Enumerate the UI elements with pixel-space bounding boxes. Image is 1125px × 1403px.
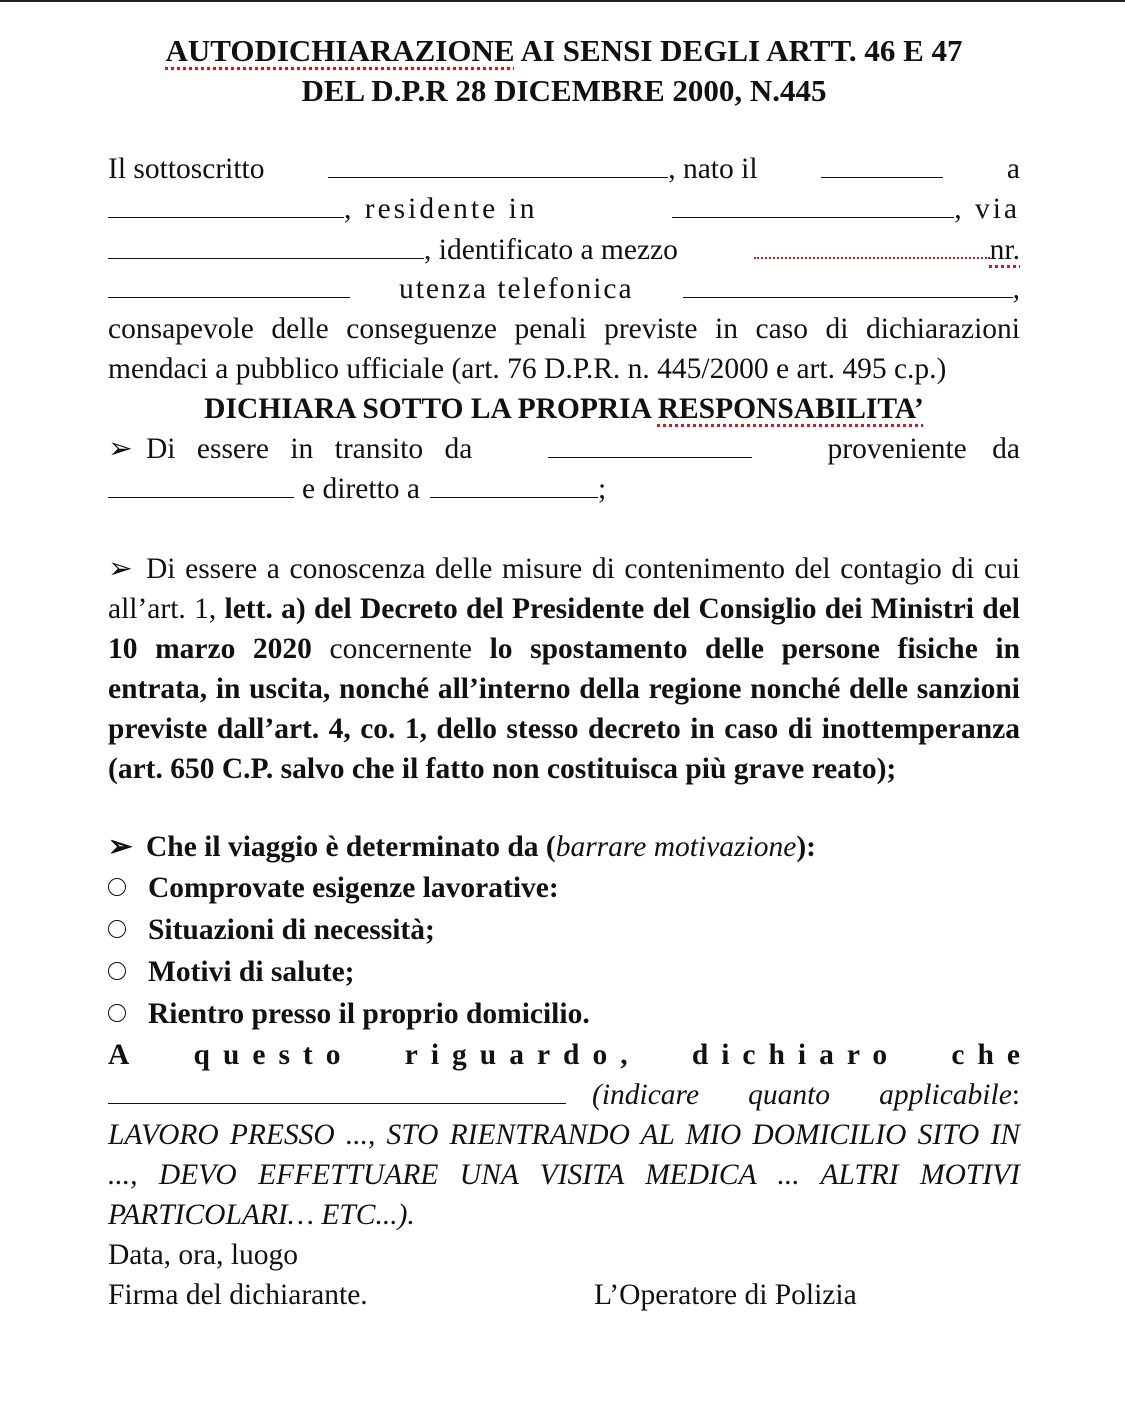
circle-bullet-icon[interactable] [108,920,126,938]
viaggio-line [108,827,1020,867]
consapevole-paragraph: consapevole delle conseguenze penali previste in caso di dichiarazioni mendaci a pubblico ufficiale (art. 76 D.P.R. n. 445/2000 e art. 495 c.p.) [108,313,1020,385]
semicolon: ; [597,473,607,505]
destination-field[interactable] [430,469,598,498]
riguardo-word: riguardo, [404,1039,641,1071]
transit-label: Di essere in transito da [146,433,473,465]
indicazione-colon: : [1011,1079,1020,1111]
riguardo-word: che [951,1039,1033,1071]
identity-line-1 [108,149,1020,189]
phone-field[interactable] [683,269,1013,298]
riguardo-word: questo [193,1039,354,1071]
conoscenza-paragraph [108,549,1020,789]
option-item[interactable] [108,951,1020,993]
document-page [108,28,1033,1315]
signature-row [108,1275,1020,1315]
document-title [108,31,1020,111]
nato-label: , nato il [668,153,758,185]
identificato-label: , identificato a mezzo [424,234,678,266]
riguardo-line [108,1035,1033,1075]
transit-line-2 [108,469,1020,509]
identity-line-4 [108,269,1020,309]
circle-bullet-icon[interactable] [108,962,126,980]
option-label: Motivi di salute; [148,956,355,988]
title-line1-rest: AI SENSI DEGLI ARTT. 46 E 47 [514,33,963,68]
options-list [108,867,1020,1035]
data-ora-luogo: Data, ora, luogo [108,1239,299,1271]
option-label: Situazioni di necessità; [148,914,435,946]
via-label: , via [954,193,1020,225]
conoscenza-text-1: Di essere a conoscenza delle misure di contenimento del contagio di cui all’art. 1, [108,553,1020,625]
sottoscritto-label: Il sottoscritto [108,153,265,185]
transit-line-1 [108,429,1020,469]
arrow-icon: ➢ [108,433,133,465]
dichiara-heading [108,389,1020,429]
name-field[interactable] [328,149,668,178]
top-border [0,0,1125,2]
title-line2: DEL D.P.R 28 DICEMBRE 2000, N.445 [301,73,827,108]
identity-line-2 [108,189,1020,229]
option-label: Comprovate esigenze lavorative: [148,872,559,904]
transit-field[interactable] [548,429,752,458]
viaggio-suffix: ): [796,831,816,863]
comma: , [1012,273,1020,305]
riguardo-word: A [108,1039,143,1071]
origin-field[interactable] [108,469,294,498]
diretto-label: e diretto a [302,473,420,505]
street-field[interactable] [108,230,424,259]
viaggio-italic: barrare motivazione [555,831,797,863]
arrow-icon: ➢ [108,831,133,863]
option-item[interactable] [108,867,1020,909]
riguardo-word: dichiaro [691,1039,901,1071]
residente-label: , residente in [344,193,538,225]
a-label: a [1006,153,1020,185]
circle-bullet-icon[interactable] [108,1004,126,1022]
birth-date-field[interactable] [821,149,943,178]
option-label: Rientro presso il proprio domicilio. [148,998,590,1030]
viaggio-prefix: Che il viaggio è determinato da ( [146,831,556,863]
dichiara-heading-keyword: RESPONSABILITA’ [657,393,924,425]
form-body [108,149,1033,1315]
conoscenza-bold-1: lett. a) del Decreto del Presidente del Consiglio dei Ministri del 10 marzo 2020 [108,593,1020,665]
identity-line-3 [108,229,1020,269]
reason-field[interactable] [108,1075,566,1104]
option-item[interactable] [108,909,1020,951]
circle-bullet-icon[interactable] [108,878,126,896]
nr-label: nr. [989,234,1020,266]
birthplace-field[interactable] [108,189,344,218]
operatore-label: L’Operatore di Polizia [594,1279,857,1311]
title-keyword: AUTODICHIARAZIONE [165,33,515,68]
utenza-label: utenza telefonica [398,273,634,305]
dichiara-heading-text: DICHIARA SOTTO LA PROPRIA [204,393,658,425]
indicazione-prefix: (indicare quanto applicabile [592,1079,1012,1111]
indicazione-text: LAVORO PRESSO ..., STO RIENTRANDO AL MIO DOMICILIO SITO IN ..., DEVO EFFETTUARE UNA VISITA MEDICA ... ALTRI MOTIVI PARTICOLARI… ETC...). [108,1119,1020,1231]
indicazione-paragraph [108,1075,1020,1235]
document-number-field[interactable] [108,269,350,298]
option-item[interactable] [108,993,1020,1035]
conoscenza-text-2: concernente [311,633,490,665]
residence-field[interactable] [672,189,954,218]
arrow-icon: ➢ [108,553,133,585]
firma-label: Firma del dichiarante. [108,1279,368,1311]
conoscenza-bold-2: lo spostamento delle persone fisiche in entrata, in uscita, nonché all’interno della regione nonché delle sanzioni previste dall’art. 4, co. 1, dello stesso decreto in caso di inottemperanza (art. 650 C.P. salvo che il fatto non costituisca più grave reato); [108,633,1020,785]
document-field[interactable] [754,229,990,259]
proveniente-label: proveniente da [827,433,1020,465]
